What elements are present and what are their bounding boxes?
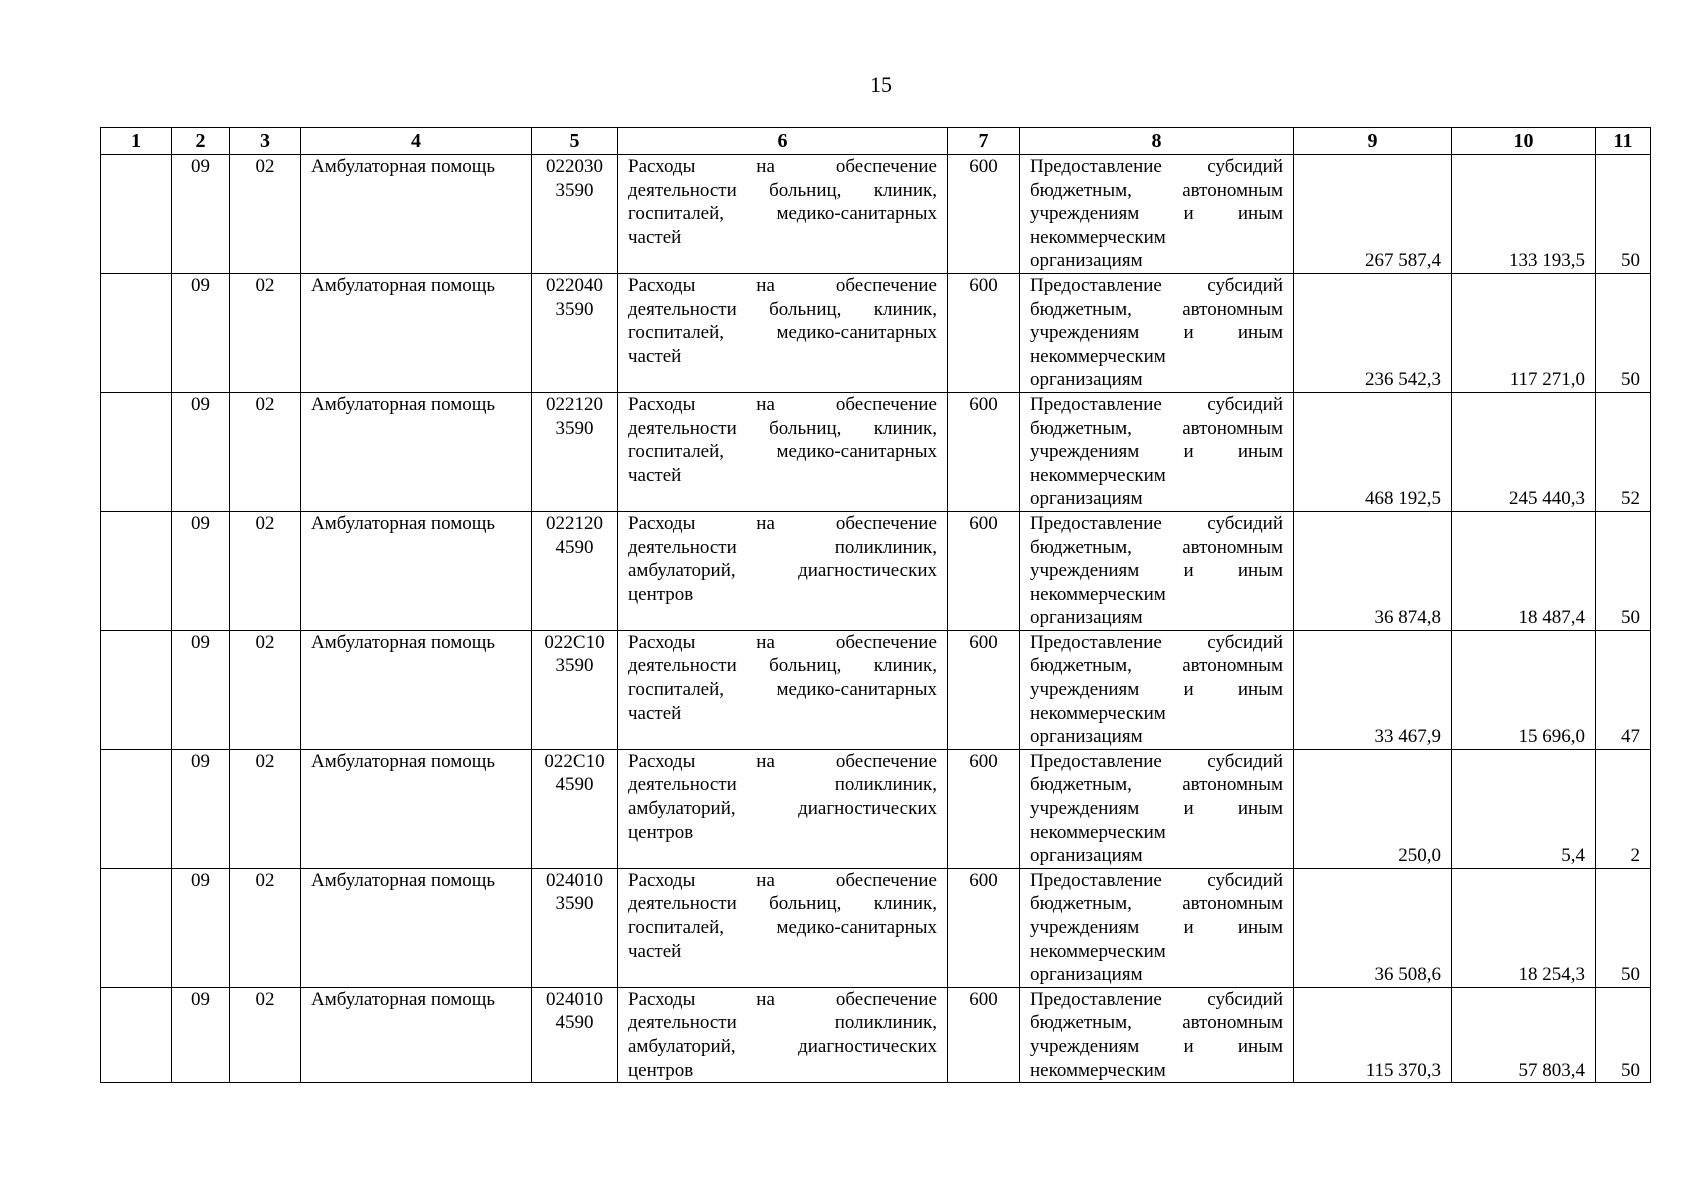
table-row xyxy=(101,749,1651,868)
subsection-name: Амбулаторная помощь xyxy=(301,749,532,868)
expense-type-name: Предоставление субсидий бюджетным, автономным учреждениям и иным некоммерческим организациям xyxy=(1020,155,1294,274)
execution-percent: 50 xyxy=(1596,987,1651,1082)
execution-percent: 52 xyxy=(1596,392,1651,511)
expense-type-code: 600 xyxy=(948,868,1020,987)
expense-type-code: 600 xyxy=(948,511,1020,630)
target-article-code: 022C10 4590 xyxy=(532,749,618,868)
amount-executed: 245 440,3 xyxy=(1452,392,1596,511)
expense-type-code: 600 xyxy=(948,155,1020,274)
amount-planned: 36 508,6 xyxy=(1294,868,1452,987)
table-body xyxy=(101,155,1651,1083)
amount-executed: 18 254,3 xyxy=(1452,868,1596,987)
amount-executed: 18 487,4 xyxy=(1452,511,1596,630)
subsection-name: Амбулаторная помощь xyxy=(301,273,532,392)
subsection-code: 02 xyxy=(230,392,301,511)
expense-type-code: 600 xyxy=(948,987,1020,1082)
target-article-code: 022120 4590 xyxy=(532,511,618,630)
amount-planned: 468 192,5 xyxy=(1294,392,1452,511)
subsection-code: 02 xyxy=(230,630,301,749)
section-code: 09 xyxy=(172,749,230,868)
target-article-code: 022030 3590 xyxy=(532,155,618,274)
expense-type-name: Предоставление субсидий бюджетным, автономным учреждениям и иным некоммерческим организациям xyxy=(1020,749,1294,868)
subsection-code: 02 xyxy=(230,749,301,868)
amount-planned: 236 542,3 xyxy=(1294,273,1452,392)
amount-executed: 117 271,0 xyxy=(1452,273,1596,392)
execution-percent: 47 xyxy=(1596,630,1651,749)
amount-executed: 15 696,0 xyxy=(1452,630,1596,749)
subsection-code: 02 xyxy=(230,155,301,274)
subsection-name: Амбулаторная помощь xyxy=(301,392,532,511)
column-header: 11 xyxy=(1596,128,1651,155)
expense-type-name: Предоставление субсидий бюджетным, автономным учреждениям и иным некоммерческим организациям xyxy=(1020,868,1294,987)
amount-planned: 267 587,4 xyxy=(1294,155,1452,274)
subsection-code: 02 xyxy=(230,273,301,392)
expense-type-code: 600 xyxy=(948,749,1020,868)
target-article-code: 022C10 3590 xyxy=(532,630,618,749)
table-row xyxy=(101,155,1651,274)
execution-percent: 50 xyxy=(1596,273,1651,392)
target-article-name: Расходы на обеспечение деятельности больниц, клиник, госпиталей, медико-санитарных частей xyxy=(618,273,948,392)
column-header: 2 xyxy=(172,128,230,155)
execution-percent: 50 xyxy=(1596,868,1651,987)
execution-percent: 50 xyxy=(1596,511,1651,630)
subsection-name: Амбулаторная помощь xyxy=(301,155,532,274)
expense-type-code: 600 xyxy=(948,392,1020,511)
cell-col-1 xyxy=(101,987,172,1082)
subsection-code: 02 xyxy=(230,987,301,1082)
section-code: 09 xyxy=(172,868,230,987)
amount-executed: 5,4 xyxy=(1452,749,1596,868)
cell-col-1 xyxy=(101,511,172,630)
target-article-name: Расходы на обеспечение деятельности больниц, клиник, госпиталей, медико-санитарных частей xyxy=(618,868,948,987)
target-article-name: Расходы на обеспечение деятельности больниц, клиник, госпиталей, медико-санитарных частей xyxy=(618,392,948,511)
subsection-name: Амбулаторная помощь xyxy=(301,987,532,1082)
target-article-name: Расходы на обеспечение деятельности поликлиник, амбулаторий, диагностических центров xyxy=(618,511,948,630)
amount-planned: 36 874,8 xyxy=(1294,511,1452,630)
cell-col-1 xyxy=(101,392,172,511)
target-article-name: Расходы на обеспечение деятельности поликлиник, амбулаторий, диагностических центров xyxy=(618,749,948,868)
table-row xyxy=(101,630,1651,749)
execution-percent: 50 xyxy=(1596,155,1651,274)
column-header: 5 xyxy=(532,128,618,155)
cell-col-1 xyxy=(101,273,172,392)
section-code: 09 xyxy=(172,511,230,630)
column-header: 8 xyxy=(1020,128,1294,155)
target-article-code: 024010 3590 xyxy=(532,868,618,987)
header-row xyxy=(101,128,1651,155)
target-article-code: 022040 3590 xyxy=(532,273,618,392)
target-article-name: Расходы на обеспечение деятельности поликлиник, амбулаторий, диагностических центров xyxy=(618,987,948,1082)
column-header: 9 xyxy=(1294,128,1452,155)
column-header: 10 xyxy=(1452,128,1596,155)
expense-type-name: Предоставление субсидий бюджетным, автономным учреждениям и иным некоммерческим xyxy=(1020,987,1294,1082)
target-article-name: Расходы на обеспечение деятельности больниц, клиник, госпиталей, медико-санитарных частей xyxy=(618,155,948,274)
amount-planned: 250,0 xyxy=(1294,749,1452,868)
subsection-name: Амбулаторная помощь xyxy=(301,868,532,987)
expense-type-code: 600 xyxy=(948,630,1020,749)
expense-type-name: Предоставление субсидий бюджетным, автономным учреждениям и иным некоммерческим организациям xyxy=(1020,273,1294,392)
cell-col-1 xyxy=(101,630,172,749)
column-header: 6 xyxy=(618,128,948,155)
table-row xyxy=(101,987,1651,1082)
amount-planned: 115 370,3 xyxy=(1294,987,1452,1082)
target-article-code: 024010 4590 xyxy=(532,987,618,1082)
subsection-name: Амбулаторная помощь xyxy=(301,630,532,749)
budget-table xyxy=(100,127,1651,1083)
section-code: 09 xyxy=(172,987,230,1082)
table-row xyxy=(101,392,1651,511)
page-number: 15 xyxy=(870,72,892,97)
expense-type-name: Предоставление субсидий бюджетным, автономным учреждениям и иным некоммерческим организациям xyxy=(1020,392,1294,511)
column-header: 7 xyxy=(948,128,1020,155)
table-row xyxy=(101,273,1651,392)
column-header: 4 xyxy=(301,128,532,155)
cell-col-1 xyxy=(101,749,172,868)
expense-type-name: Предоставление субсидий бюджетным, автономным учреждениям и иным некоммерческим организациям xyxy=(1020,630,1294,749)
table-header xyxy=(101,128,1651,155)
cell-col-1 xyxy=(101,868,172,987)
section-code: 09 xyxy=(172,155,230,274)
amount-executed: 57 803,4 xyxy=(1452,987,1596,1082)
table-row xyxy=(101,511,1651,630)
section-code: 09 xyxy=(172,273,230,392)
column-header: 1 xyxy=(101,128,172,155)
table-row xyxy=(101,868,1651,987)
cell-col-1 xyxy=(101,155,172,274)
expense-type-name: Предоставление субсидий бюджетным, автономным учреждениям и иным некоммерческим организациям xyxy=(1020,511,1294,630)
section-code: 09 xyxy=(172,392,230,511)
target-article-code: 022120 3590 xyxy=(532,392,618,511)
target-article-name: Расходы на обеспечение деятельности больниц, клиник, госпиталей, медико-санитарных частей xyxy=(618,630,948,749)
subsection-code: 02 xyxy=(230,868,301,987)
section-code: 09 xyxy=(172,630,230,749)
expense-type-code: 600 xyxy=(948,273,1020,392)
execution-percent: 2 xyxy=(1596,749,1651,868)
column-header: 3 xyxy=(230,128,301,155)
subsection-code: 02 xyxy=(230,511,301,630)
amount-planned: 33 467,9 xyxy=(1294,630,1452,749)
subsection-name: Амбулаторная помощь xyxy=(301,511,532,630)
amount-executed: 133 193,5 xyxy=(1452,155,1596,274)
